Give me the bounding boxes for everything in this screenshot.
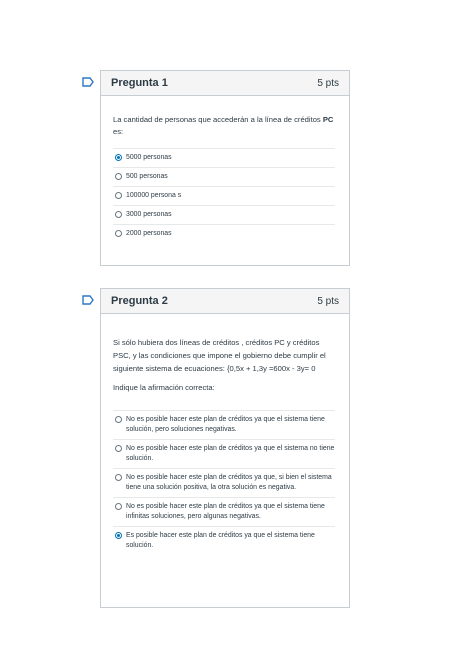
answer-label: No es posible hacer este plan de créditos ya que, si bien el sistema tiene una solución positiva, la otra solución es negativa. bbox=[126, 474, 332, 491]
answer-label: 2000 personas bbox=[126, 230, 172, 237]
question-text: La cantidad de personas que accederán a la línea de créditos PC es: bbox=[113, 115, 334, 136]
question-body bbox=[101, 314, 349, 563]
answer-option[interactable] bbox=[113, 167, 335, 186]
radio-icon[interactable] bbox=[115, 230, 122, 237]
radio-icon[interactable] bbox=[115, 173, 122, 180]
radio-icon[interactable] bbox=[115, 192, 122, 199]
answer-option[interactable] bbox=[113, 410, 335, 439]
question-text: Si sólo hubiera dos líneas de créditos , créditos PC y créditos PSC, y las condiciones que impone el gobierno debe cumplir el siguiente sistema de ecuaciones: {0,5x + 1,3y =600x - 3y= 0 bbox=[113, 338, 326, 373]
answer-label: 5000 personas bbox=[126, 154, 172, 161]
answer-label: No es posible hacer este plan de créditos ya que el sistema tiene solución, pero soluciones negativas. bbox=[126, 416, 325, 433]
answer-option[interactable] bbox=[113, 205, 335, 224]
answer-option[interactable] bbox=[113, 468, 335, 497]
question-body bbox=[101, 96, 349, 251]
answer-label: Es posible hacer este plan de créditos ya que el sistema tiene solución. bbox=[126, 532, 315, 549]
radio-selected-icon[interactable] bbox=[115, 532, 122, 539]
answer-options bbox=[113, 410, 335, 555]
question-card-1 bbox=[100, 70, 350, 266]
answer-label: 500 personas bbox=[126, 173, 168, 180]
answer-label: 100000 persona s bbox=[126, 192, 182, 199]
answer-option[interactable] bbox=[113, 186, 335, 205]
question-points: 5 pts bbox=[317, 295, 339, 307]
answer-option[interactable] bbox=[113, 148, 335, 167]
radio-icon[interactable] bbox=[115, 445, 122, 452]
answer-options bbox=[113, 148, 335, 243]
answer-option[interactable] bbox=[113, 439, 335, 468]
flag-question-icon[interactable] bbox=[82, 77, 94, 87]
radio-selected-icon[interactable] bbox=[115, 154, 122, 161]
question-title: Pregunta 1 bbox=[111, 77, 168, 89]
radio-icon[interactable] bbox=[115, 211, 122, 218]
question-points: 5 pts bbox=[317, 77, 339, 89]
question-card-2 bbox=[100, 288, 350, 608]
answer-label: No es posible hacer este plan de créditos ya que el sistema no tiene solución. bbox=[126, 445, 335, 462]
radio-icon[interactable] bbox=[115, 416, 122, 423]
answer-option[interactable] bbox=[113, 526, 335, 555]
radio-icon[interactable] bbox=[115, 474, 122, 481]
flag-question-icon[interactable] bbox=[82, 295, 94, 305]
radio-icon[interactable] bbox=[115, 503, 122, 510]
answer-label: 3000 personas bbox=[126, 211, 172, 218]
answer-option[interactable] bbox=[113, 224, 335, 243]
question-header bbox=[101, 71, 349, 96]
question-header bbox=[101, 289, 349, 314]
answer-option[interactable] bbox=[113, 497, 335, 526]
answer-label: No es posible hacer este plan de créditos ya que el sistema tiene infinitas soluciones, pero algunas negativas. bbox=[126, 503, 325, 520]
question-title: Pregunta 2 bbox=[111, 295, 168, 307]
question-instruction: Indique la afirmación correcta: bbox=[113, 383, 215, 392]
